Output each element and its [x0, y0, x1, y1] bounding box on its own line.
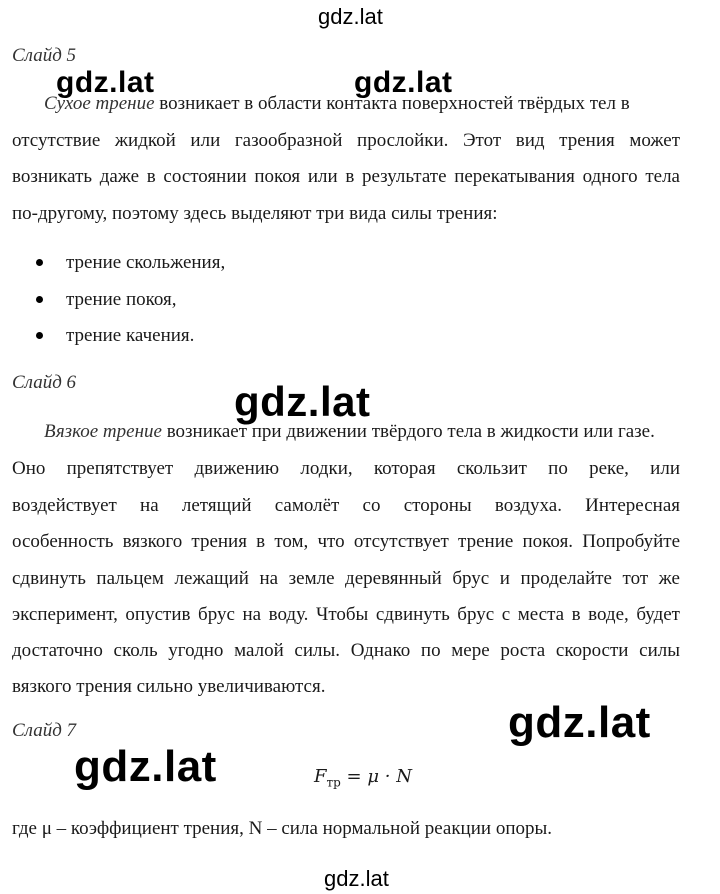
term-viscous-friction: Вязкое трение — [44, 421, 162, 442]
paragraph-text: возникает при движении твёрдого тела в жидкости или газе. — [161, 421, 655, 442]
watermark-overlay: gdz.lat — [508, 698, 651, 747]
slide-6-paragraph-line: особенность вязкого трения в том, что отсутствует трение покоя. Попробуйте — [12, 531, 680, 552]
watermark-overlay: gdz.lat — [74, 742, 217, 791]
slide-6-paragraph-line: сдвинуть пальцем лежащий на земле деревянный брус и проделайте тот же — [12, 568, 680, 589]
slide-5-paragraph-line — [44, 94, 630, 113]
slide-6-paragraph-line — [44, 422, 655, 441]
formula-explanation: где μ – коэффициент трения, N – сила нормальной реакции опоры. — [12, 818, 552, 839]
paragraph-text: возникает в области контакта поверхностей твёрдых тел в — [154, 93, 630, 114]
term-dry-friction: Сухое трение — [44, 93, 155, 114]
watermark-overlay: gdz.lat — [354, 66, 453, 99]
slide-5-paragraph-line: отсутствие жидкой или газообразной прослойки. Этот вид трения может — [12, 130, 680, 151]
slide-6-paragraph-line: вязкого трения сильно увеличиваются. — [12, 676, 326, 697]
bullet-icon — [36, 332, 43, 339]
watermark-bottom: gdz.lat — [324, 866, 389, 891]
list-item: трение качения. — [36, 325, 336, 347]
slide-6-label: Слайд 6 — [12, 372, 77, 393]
watermark-overlay: gdz.lat — [56, 66, 155, 99]
slide-5-paragraph-line: по-другому, поэтому здесь выделяют три вида силы трения: — [12, 203, 498, 224]
list-item: трение покоя, — [36, 289, 336, 311]
slide-5-paragraph-line: возникать даже в состоянии покоя или в результате перекатывания одного тела — [12, 166, 680, 187]
friction-formula: $F_{тр} = \mu \cdot N$ — [314, 766, 412, 790]
slide-7-label: Слайд 7 — [12, 720, 77, 741]
slide-6-paragraph-line: воздействует на летящий самолёт со стороны воздуха. Интересная — [12, 495, 680, 516]
slide-6-paragraph-line: достаточно сколь угодно малой силы. Однако по мере роста скорости силы — [12, 640, 680, 661]
watermark-top: gdz.lat — [318, 4, 383, 29]
watermark-overlay: gdz.lat — [234, 378, 371, 425]
bullet-icon — [36, 296, 43, 303]
bullet-icon — [36, 259, 43, 266]
slide-6-paragraph-line: эксперимент, опустив брус на воду. Чтобы сдвинуть брус с места в воде, будет — [12, 604, 680, 625]
list-item: трение скольжения, — [36, 252, 336, 274]
slide-6-paragraph-line: Оно препятствует движению лодки, которая скользит по реке, или — [12, 458, 680, 479]
slide-5-label: Слайд 5 — [12, 45, 77, 66]
